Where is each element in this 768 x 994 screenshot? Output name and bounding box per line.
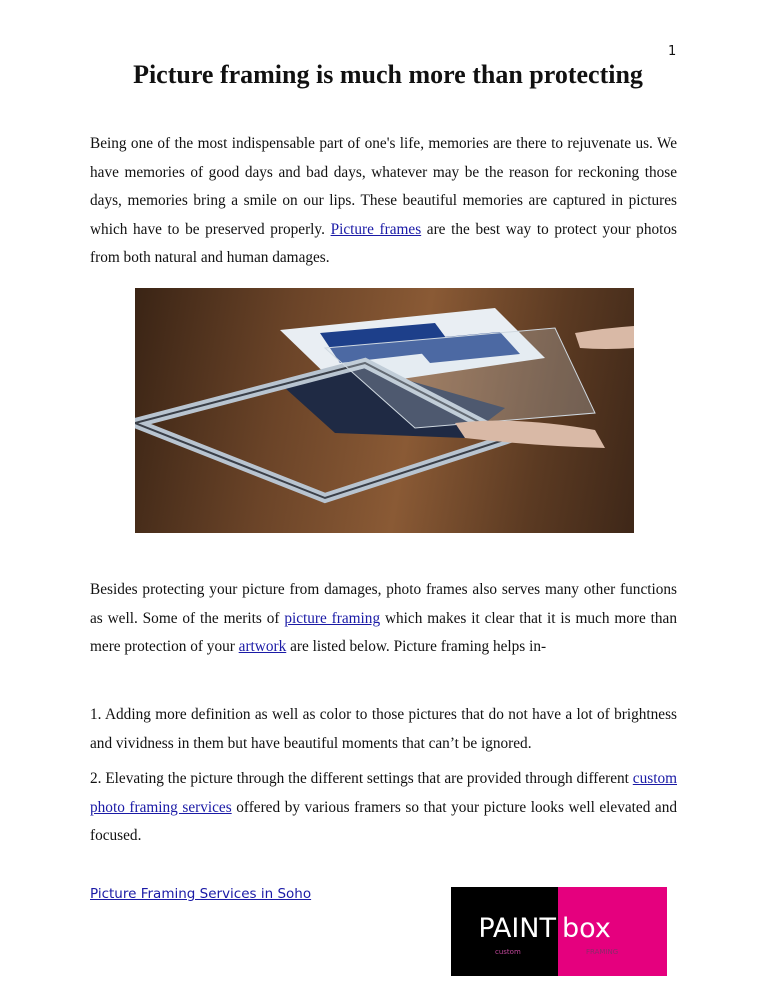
framing-photo	[135, 288, 634, 533]
custom-framing-link[interactable]: custom photo framing services	[90, 770, 677, 816]
logo-subtext: custom	[495, 948, 521, 956]
page-title: Picture framing is much more than protecting	[133, 60, 643, 89]
logo-subtext: FRAMING	[586, 948, 619, 956]
text: Besides protecting your picture from damages, photo frames also serves many other functions as well. Some of the merits of	[90, 581, 677, 627]
merits-paragraph	[90, 576, 677, 662]
text: Being one of the most indispensable part of one's life, memories are there to rejuvenate us. We have memories of good days and bad days, whatever may be the reason for reckoning those days, memories bring a smile on our lips. These beautiful memories are captured in pictures which have to be preserved properly.	[90, 135, 677, 238]
paintbox-logo	[451, 887, 667, 976]
list-item-1: 1. Adding more definition as well as color to those pictures that do not have a lot of brightness and vividness in them but have beautiful moments that can’t be ignored.	[90, 706, 677, 752]
picture-frames-link[interactable]: Picture frames	[330, 220, 422, 238]
list-item-2	[90, 765, 677, 851]
text: are the best way to protect your photos from both natural and human damages.	[90, 220, 677, 266]
text: offered by various framers so that your picture looks well elevated and focused.	[90, 798, 677, 844]
footer-link[interactable]: Picture Framing Services in Soho	[90, 886, 312, 902]
intro-paragraph	[90, 130, 677, 273]
artwork-link[interactable]: artwork	[238, 638, 287, 655]
picture-framing-link[interactable]: picture framing	[284, 609, 381, 627]
logo-text: box	[562, 913, 611, 944]
text: are listed below. Picture framing helps in-	[286, 638, 547, 655]
text: which makes it clear that it is much more than mere protection of your	[90, 609, 677, 655]
text: 2. Elevating the picture through the different settings that are provided through different	[90, 770, 633, 787]
page-number: 1	[668, 44, 677, 59]
logo-text: PAINT	[478, 913, 556, 944]
